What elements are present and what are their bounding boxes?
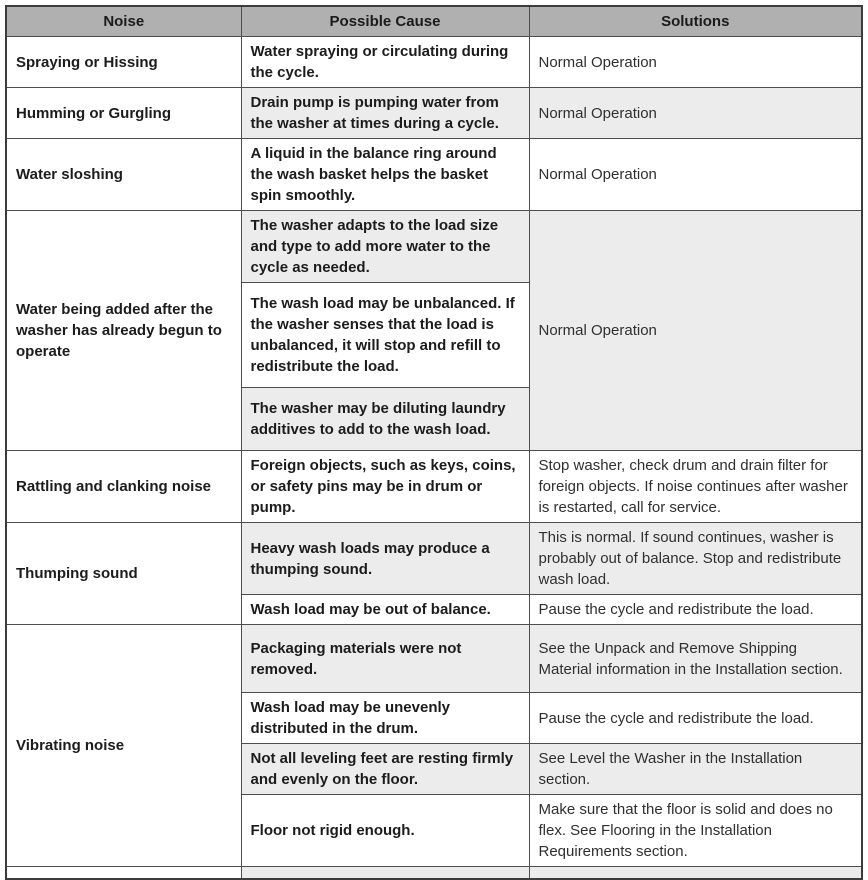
solution-cell: This is normal. If sound continues, washer is probably out of balance. Stop and redistribute wash load. <box>529 523 862 595</box>
noise-cell: Humming or Gurgling <box>6 88 241 139</box>
table-row <box>6 37 862 88</box>
solution-cell: Normal Operation <box>529 139 862 211</box>
noise-cell: Water being added after the washer has already begun to operate <box>6 211 241 451</box>
cause-cell: The washer may be diluting laundry additives to add to the wash load. <box>241 388 529 451</box>
table-row-partial <box>6 867 862 879</box>
col-header-noise: Noise <box>6 6 241 37</box>
table-row <box>6 625 862 693</box>
solution-cell: Pause the cycle and redistribute the load. <box>529 595 862 625</box>
cause-cell: The wash load may be unbalanced. If the washer senses that the load is unbalanced, it will stop and refill to redistribute the load. <box>241 283 529 388</box>
cause-cell: Water spraying or circulating during the cycle. <box>241 37 529 88</box>
table-header-row <box>6 6 862 37</box>
solution-cell: Normal Operation <box>529 211 862 451</box>
col-header-solutions: Solutions <box>529 6 862 37</box>
table-row <box>6 211 862 283</box>
solution-cell: Pause the cycle and redistribute the load. <box>529 693 862 744</box>
cause-cell: Heavy wash loads may produce a thumping sound. <box>241 523 529 595</box>
cause-cell: Floor not rigid enough. <box>241 795 529 867</box>
cause-cell: Wash load may be out of balance. <box>241 595 529 625</box>
solution-cell: See Level the Washer in the Installation section. <box>529 744 862 795</box>
noise-cell: Rattling and clanking noise <box>6 451 241 523</box>
noise-cell: Spraying or Hissing <box>6 37 241 88</box>
solution-cell: Stop washer, check drum and drain filter for foreign objects. If noise continues after washer is restarted, call for service. <box>529 451 862 523</box>
cause-cell: A liquid in the balance ring around the wash basket helps the basket spin smoothly. <box>241 139 529 211</box>
solution-cell: Make sure that the floor is solid and does no flex. See Flooring in the Installation Requirements section. <box>529 795 862 867</box>
cause-cell: Wash load may be unevenly distributed in the drum. <box>241 693 529 744</box>
solution-cell: See the Unpack and Remove Shipping Material information in the Installation section. <box>529 625 862 693</box>
solution-cell <box>529 867 862 879</box>
cause-cell: Drain pump is pumping water from the washer at times during a cycle. <box>241 88 529 139</box>
cause-cell: Not all leveling feet are resting firmly and evenly on the floor. <box>241 744 529 795</box>
cause-cell: Foreign objects, such as keys, coins, or safety pins may be in drum or pump. <box>241 451 529 523</box>
noise-cell: Thumping sound <box>6 523 241 625</box>
cause-cell: The washer adapts to the load size and type to add more water to the cycle as needed. <box>241 211 529 283</box>
cause-cell <box>241 867 529 879</box>
cause-cell: Packaging materials were not removed. <box>241 625 529 693</box>
solution-cell: Normal Operation <box>529 37 862 88</box>
noise-troubleshooting-table <box>5 5 863 880</box>
table-row <box>6 88 862 139</box>
table-row <box>6 139 862 211</box>
table-row <box>6 451 862 523</box>
troubleshooting-table-container <box>5 5 861 880</box>
noise-cell: Vibrating noise <box>6 625 241 867</box>
col-header-possible-cause: Possible Cause <box>241 6 529 37</box>
table-row <box>6 523 862 595</box>
solution-cell: Normal Operation <box>529 88 862 139</box>
noise-cell <box>6 867 241 879</box>
noise-cell: Water sloshing <box>6 139 241 211</box>
